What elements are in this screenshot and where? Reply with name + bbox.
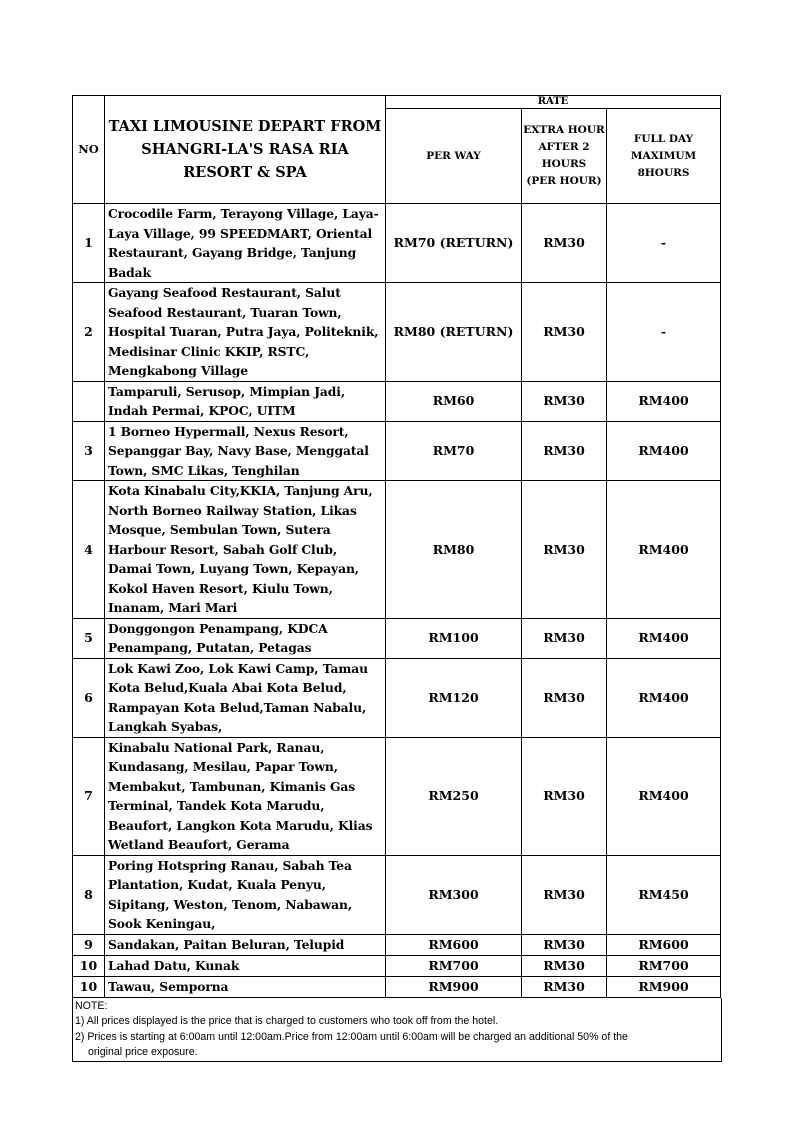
destination-cell: Gayang Seafood Restaurant, Salut Seafood Restaurant, Tuaran Town, Hospital Tuaran, Putra Jaya, Politeknik, Medisinar Clinic KKIP, RSTC, Mengkabong Village bbox=[105, 283, 386, 382]
extra-hour-rate: RM30 bbox=[522, 955, 607, 976]
per-way-rate: RM60 bbox=[386, 381, 522, 421]
header-full-day-line: FULL DAY bbox=[633, 132, 694, 145]
rate-table bbox=[72, 95, 721, 998]
extra-hour-rate: RM30 bbox=[522, 204, 607, 283]
per-way-rate: RM300 bbox=[386, 855, 522, 934]
destination-cell: Poring Hotspring Ranau, Sabah Tea Plantation, Kudat, Kuala Penyu, Sipitang, Weston, Tenom, Nabawan, Sook Keningau, bbox=[105, 855, 386, 934]
header-row-rate bbox=[73, 96, 721, 109]
per-way-rate: RM80 bbox=[386, 481, 522, 619]
per-way-rate: RM600 bbox=[386, 934, 522, 955]
row-number: 5 bbox=[73, 618, 105, 658]
destination-cell: Lok Kawi Zoo, Lok Kawi Camp, Tamau Kota Belud,Kuala Abai Kota Belud, Rampayan Kota Belud,Taman Nabalu, Langkah Syabas, bbox=[105, 658, 386, 737]
destination-cell: Tawau, Semporna bbox=[105, 976, 386, 997]
table-row bbox=[73, 855, 721, 934]
row-number: 7 bbox=[73, 737, 105, 855]
header-extra-hour-line: (PER HOUR) bbox=[526, 175, 602, 187]
full-day-rate: RM400 bbox=[607, 481, 721, 619]
row-number: 4 bbox=[73, 481, 105, 619]
table-title: TAXI LIMOUSINE DEPART FROM SHANGRI-LA'S RASA RIA RESORT & SPA bbox=[105, 96, 386, 204]
table-row bbox=[73, 955, 721, 976]
table-row bbox=[73, 283, 721, 382]
table-row bbox=[73, 421, 721, 481]
per-way-rate: RM900 bbox=[386, 976, 522, 997]
taxi-rate-sheet bbox=[72, 95, 720, 1062]
full-day-rate: RM400 bbox=[607, 737, 721, 855]
header-full-day-line: MAXIMUM bbox=[630, 149, 697, 162]
header-full-day bbox=[607, 109, 721, 204]
full-day-rate: RM700 bbox=[607, 955, 721, 976]
row-number: 1 bbox=[73, 204, 105, 283]
header-extra-hour-line: AFTER 2 bbox=[538, 141, 590, 153]
full-day-rate: RM900 bbox=[607, 976, 721, 997]
full-day-rate: RM600 bbox=[607, 934, 721, 955]
header-extra-hour bbox=[522, 109, 607, 204]
per-way-rate: RM700 bbox=[386, 955, 522, 976]
row-number: 3 bbox=[73, 421, 105, 481]
row-number bbox=[73, 381, 105, 421]
note-item: 2) Prices is starting at 6:00am until 12:00am.Price from 12:00am until 6:00am will be charged an additional 50% of the bbox=[75, 1030, 628, 1043]
extra-hour-rate: RM30 bbox=[522, 737, 607, 855]
extra-hour-rate: RM30 bbox=[522, 934, 607, 955]
destination-cell: Kota Kinabalu City,KKIA, Tanjung Aru, North Borneo Railway Station, Likas Mosque, Sembulan Town, Sutera Harbour Resort, Sabah Golf Club, Damai Town, Luyang Town, Kepayan, Kokol Haven Resort, Kiulu Town, Inanam, Mari Mari bbox=[105, 481, 386, 619]
table-row bbox=[73, 481, 721, 619]
extra-hour-rate: RM30 bbox=[522, 381, 607, 421]
full-day-rate: RM400 bbox=[607, 618, 721, 658]
row-number: 6 bbox=[73, 658, 105, 737]
note-item-continuation: original price exposure. bbox=[88, 1046, 198, 1058]
table-row bbox=[73, 204, 721, 283]
extra-hour-rate: RM30 bbox=[522, 618, 607, 658]
full-day-rate: - bbox=[607, 283, 721, 382]
extra-hour-rate: RM30 bbox=[522, 481, 607, 619]
notes-section bbox=[72, 998, 722, 1062]
per-way-rate: RM70 bbox=[386, 421, 522, 481]
destination-cell: Tamparuli, Serusop, Mimpian Jadi, Indah Permai, KPOC, UITM bbox=[105, 381, 386, 421]
full-day-rate: RM400 bbox=[607, 421, 721, 481]
header-per-way: PER WAY bbox=[386, 109, 522, 204]
notes-label: NOTE: bbox=[75, 999, 108, 1012]
row-number: 9 bbox=[73, 934, 105, 955]
extra-hour-rate: RM30 bbox=[522, 976, 607, 997]
per-way-rate: RM100 bbox=[386, 618, 522, 658]
destination-cell: Crocodile Farm, Terayong Village, Laya-Laya Village, 99 SPEEDMART, Oriental Restaurant, Gayang Bridge, Tanjung Badak bbox=[105, 204, 386, 283]
full-day-rate: RM450 bbox=[607, 855, 721, 934]
full-day-rate: - bbox=[607, 204, 721, 283]
table-row bbox=[73, 658, 721, 737]
per-way-rate: RM120 bbox=[386, 658, 522, 737]
destination-cell: Lahad Datu, Kunak bbox=[105, 955, 386, 976]
per-way-rate: RM80 (RETURN) bbox=[386, 283, 522, 382]
row-number: 10 bbox=[73, 976, 105, 997]
header-extra-hour-line: EXTRA HOUR bbox=[523, 124, 605, 136]
row-number: 8 bbox=[73, 855, 105, 934]
destination-cell: Kinabalu National Park, Ranau, Kundasang, Mesilau, Papar Town, Membakut, Tambunan, Kimanis Gas Terminal, Tandek Kota Marudu, Beaufort, Langkon Kota Marudu, Klias Wetland Beaufort, Gerama bbox=[105, 737, 386, 855]
header-rate: RATE bbox=[386, 96, 721, 109]
destination-cell: Sandakan, Paitan Beluran, Telupid bbox=[105, 934, 386, 955]
destination-cell: 1 Borneo Hypermall, Nexus Resort, Sepanggar Bay, Navy Base, Menggatal Town, SMC Likas, Tenghilan bbox=[105, 421, 386, 481]
header-full-day-line: 8HOURS bbox=[637, 166, 690, 179]
row-number: 10 bbox=[73, 955, 105, 976]
full-day-rate: RM400 bbox=[607, 658, 721, 737]
table-row bbox=[73, 737, 721, 855]
table-row bbox=[73, 381, 721, 421]
table-row bbox=[73, 618, 721, 658]
per-way-rate: RM70 (RETURN) bbox=[386, 204, 522, 283]
extra-hour-rate: RM30 bbox=[522, 283, 607, 382]
extra-hour-rate: RM30 bbox=[522, 421, 607, 481]
extra-hour-rate: RM30 bbox=[522, 855, 607, 934]
header-extra-hour-line: HOURS bbox=[541, 158, 587, 170]
note-item: 1) All prices displayed is the price that is charged to customers who took off from the hotel. bbox=[75, 1015, 499, 1027]
full-day-rate: RM400 bbox=[607, 381, 721, 421]
extra-hour-rate: RM30 bbox=[522, 658, 607, 737]
destination-cell: Donggongon Penampang, KDCA Penampang, Putatan, Petagas bbox=[105, 618, 386, 658]
row-number: 2 bbox=[73, 283, 105, 382]
header-no: NO bbox=[73, 96, 105, 204]
per-way-rate: RM250 bbox=[386, 737, 522, 855]
table-row bbox=[73, 976, 721, 997]
table-row bbox=[73, 934, 721, 955]
